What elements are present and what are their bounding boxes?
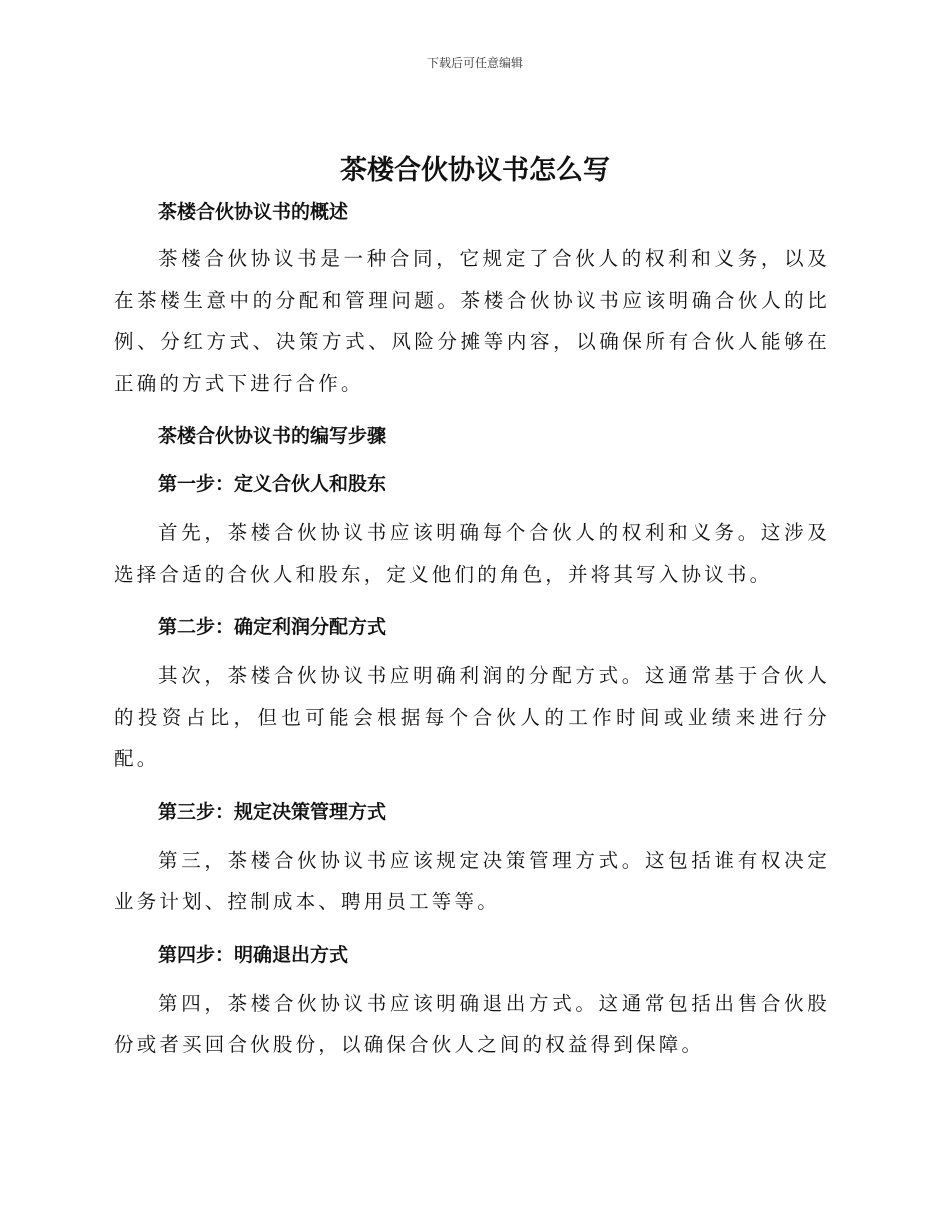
step4-paragraph: 第四，茶楼合伙协议书应该明确退出方式。这通常包括出售合伙股份或者买回合伙股份，以确保合伙人之间的权益得到保障。 xyxy=(114,991,830,1056)
steps-heading: 茶楼合伙协议书的编写步骤 xyxy=(158,425,387,447)
header-note: 下载后可任意编辑 xyxy=(426,56,523,70)
document-body xyxy=(114,196,830,1066)
step1-paragraph: 首先，茶楼合伙协议书应该明确每个合伙人的权利和义务。这涉及选择合适的合伙人和股东，定义他们的角色，并将其写入协议书。 xyxy=(114,521,830,586)
step3-paragraph: 第三，茶楼合伙协议书应该规定决策管理方式。这包括谁有权决定业务计划、控制成本、聘用员工等等。 xyxy=(114,848,830,913)
overview-paragraph: 茶楼合伙协议书是一种合同，它规定了合伙人的权利和义务，以及在茶楼生意中的分配和管理问题。茶楼合伙协议书应该明确合伙人的比例、分红方式、决策方式、风险分摊等内容，以确保所有合伙人能够在正确的方式下进行合作。 xyxy=(114,247,830,395)
document-title: 茶楼合伙协议书怎么写 xyxy=(340,155,610,186)
step1-heading: 第一步：定义合伙人和股东 xyxy=(158,473,387,495)
step2-heading: 第二步：确定利润分配方式 xyxy=(158,616,387,638)
step3-heading: 第三步：规定决策管理方式 xyxy=(158,800,387,823)
overview-heading: 茶楼合伙协议书的概述 xyxy=(158,201,349,223)
step4-heading: 第四步：明确退出方式 xyxy=(158,943,349,966)
step2-paragraph: 其次，茶楼合伙协议书应明确利润的分配方式。这通常基于合伙人的投资占比，但也可能会根据每个合伙人的工作时间或业绩来进行分配。 xyxy=(114,664,830,770)
